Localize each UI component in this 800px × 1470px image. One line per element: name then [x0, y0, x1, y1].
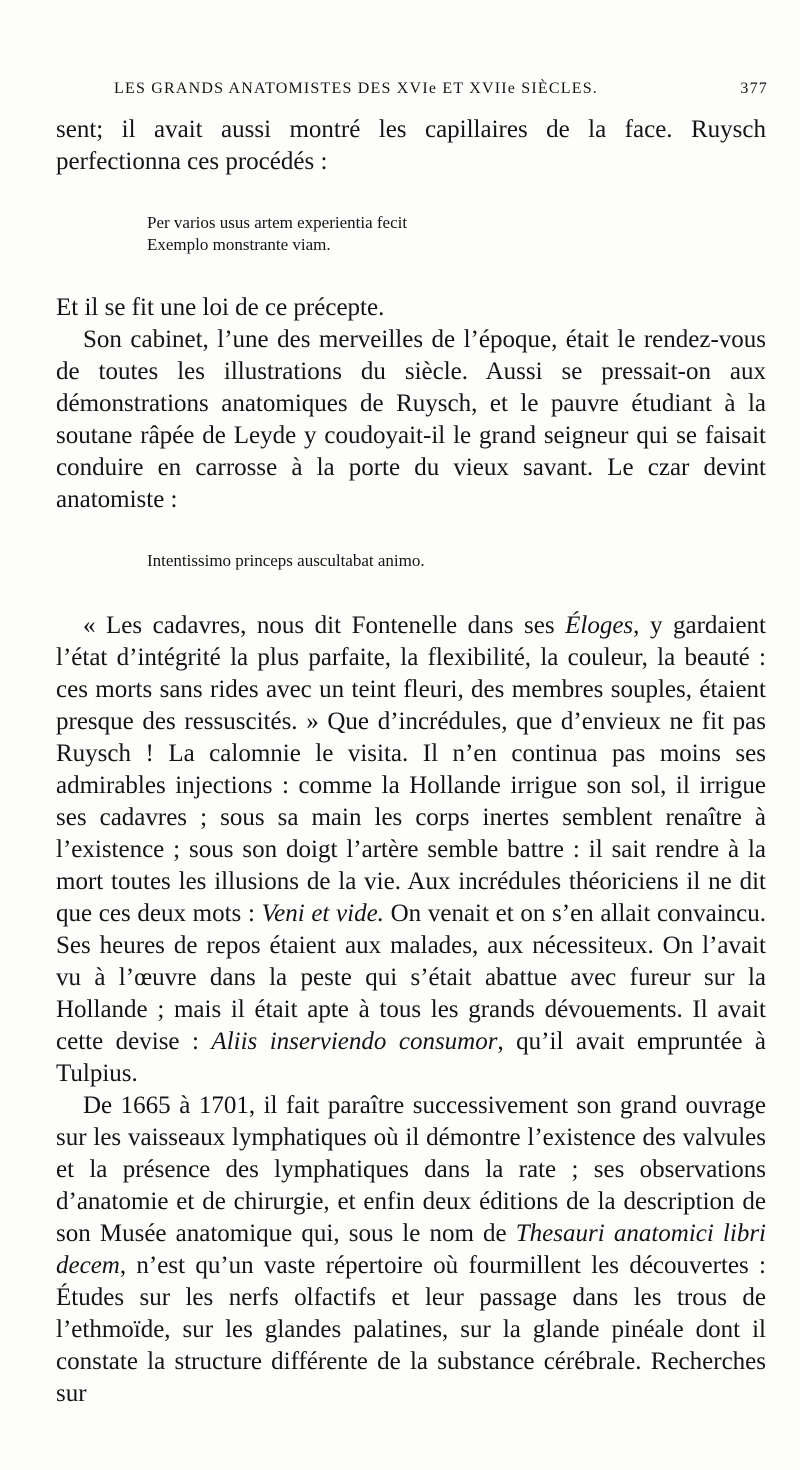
page-body: [56, 114, 766, 1410]
latin-verse: [147, 212, 766, 256]
paragraph-4: [56, 610, 766, 1090]
running-title: LES GRANDS ANATOMISTES DES XVIe ET XVIIe SIÈCLES.: [114, 80, 598, 97]
verse-line-1: Per varios usus artem experientia fecit: [147, 213, 408, 232]
running-header: [114, 80, 768, 104]
paragraph-4-part-4: , qu’il avait empruntée à Tulpius.: [56, 1028, 766, 1087]
paragraph-4-part-1: « Les cadavres, nous dit Fontenelle dans ses: [83, 612, 566, 639]
paragraph-5-italic-1: Thesauri anatomici libri decem: [56, 1220, 766, 1279]
latin-epigraph: Intentissimo princeps auscultabat animo.: [147, 551, 425, 570]
paragraph-3: Son cabinet, l’une des merveilles de l’époque, était le rendez-vous de toutes les illustrations du siècle. Aussi se pressait-on aux démonstrations anatomiques de Ruysch, et le pauvre étudiant à la soutane râpée de Leyde y coudoyait-il le grand seigneur qui se faisait conduire en carrosse à la porte du vieux savant. Le czar devint anatomiste :: [56, 326, 766, 513]
paragraph-4-italic-3: Aliis inserviendo consumor: [211, 1028, 498, 1055]
paragraph-5: [56, 1090, 766, 1410]
paragraph-5-part-2: , n’est qu’un vaste répertoire où fourmillent les découvertes : Études sur les nerfs olfactifs et leur passage dans les trous de l’ethmoïde, sur les glandes palatines, sur la glande pinéale dont il constate la structure différente de la substance cérébrale. Recherches sur: [56, 1252, 766, 1407]
paragraph-4-part-2: , y gardaient l’état d’intégrité la plus parfaite, la flexibilité, la couleur, la beauté : ces morts sans rides avec un teint fleuri, des membres souples, étaient presque des ressuscités. » Que d’incrédules, que d’envieux ne fit pas Ruysch ! La calomnie le visita. Il n’en continua pas moins ses admirables injections : comme la Hollande irrigue son sol, il irrigue ses cadavres ; sous sa main les corps inertes semblent renaître à l’existence ; sous son doigt l’artère semble battre : il sait rendre à la mort toutes les illusions de la vie. Aux incrédules théoriciens il ne dit que ces deux mots :: [56, 612, 766, 927]
paragraph-4-italic-1: Éloges: [565, 612, 634, 639]
paragraph-2: Et il se fit une loi de ce précepte.: [56, 294, 385, 321]
paragraph-4-part-3: On venait et on s’en allait convaincu. Ses heures de repos étaient aux malades, aux nécessiteux. On l’avait vu à l’œuvre dans la peste qui s’était abattue avec fureur sur la Hollande ; mais il était apte à tous les grands dévouements. Il avait cette devise :: [56, 900, 766, 1055]
paragraph-5-part-1: De 1665 à 1701, il fait paraître successivement son grand ouvrage sur les vaisseaux lymphatiques où il démontre l’existence des valvules et la présence des lymphatiques dans la rate ; ses observations d’anatomie et de chirurgie, et enfin deux éditions de la description de son Musée anatomique qui, sous le nom de: [56, 1092, 766, 1247]
paragraph-1: sent; il avait aussi montré les capillaires de la face. Ruysch perfectionna ces procédés :: [56, 116, 766, 175]
paragraph-4-italic-2: Veni et vide.: [261, 900, 384, 927]
page-number: 377: [740, 80, 768, 97]
verse-line-2: Exemplo monstrante viam.: [147, 235, 331, 254]
